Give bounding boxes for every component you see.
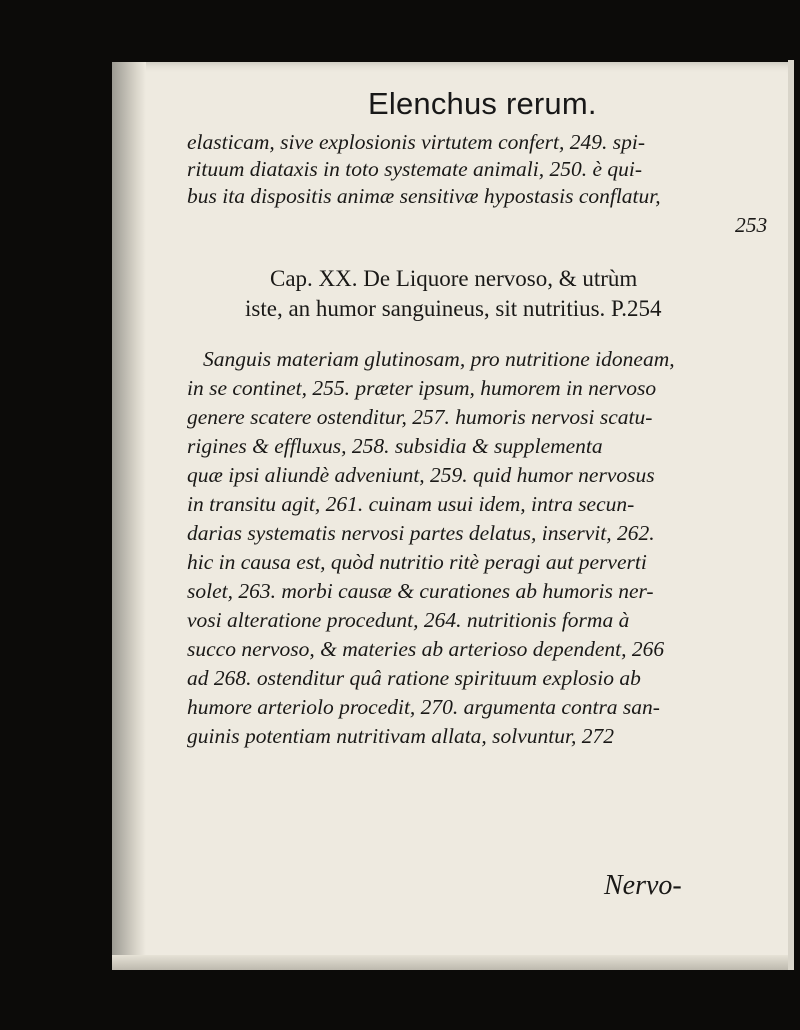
catchword: Nervo- bbox=[604, 870, 682, 901]
text-line: humore arteriolo procedit, 270. argumenta contra san- bbox=[187, 695, 660, 719]
page-gutter bbox=[112, 62, 146, 970]
text-line: elasticam, sive explosionis virtutem confert, 249. spi- bbox=[187, 130, 645, 154]
text-line: hic in causa est, quòd nutritio ritè peragi aut perverti bbox=[187, 550, 647, 574]
page-number: 253 bbox=[735, 213, 768, 237]
text-line: darias systematis nervosi partes delatus, inservit, 262. bbox=[187, 521, 655, 545]
text-line: succo nervoso, & materies ab arterioso dependent, 266 bbox=[187, 637, 665, 661]
running-head: Elenchus rerum. bbox=[368, 86, 597, 121]
text-line: rituum diataxis in toto systemate animali, 250. è qui- bbox=[187, 157, 643, 181]
text-line: rigines & effluxus, 258. subsidia & supplementa bbox=[187, 434, 603, 458]
text-line: in transitu agit, 261. cuinam usui idem, intra secun- bbox=[187, 492, 635, 516]
text-line: vosi alteratione procedunt, 264. nutritionis forma à bbox=[187, 608, 630, 632]
text-line: bus ita dispositis animæ sensitivæ hypostasis conflatur, bbox=[187, 184, 661, 208]
text-line: guinis potentiam nutritivam allata, solvuntur, 272 bbox=[187, 724, 615, 748]
page-bottom-edge bbox=[112, 955, 792, 970]
text-line: genere scatere ostenditur, 257. humoris nervosi scatu- bbox=[187, 405, 653, 429]
text-line: in se continet, 255. præter ipsum, humorem in nervoso bbox=[187, 376, 657, 400]
text-line: solet, 263. morbi causæ & curationes ab humoris ner- bbox=[187, 579, 654, 603]
text-line: quæ ipsi aliundè adveniunt, 259. quid humor nervosus bbox=[187, 463, 655, 487]
chapter-heading: iste, an humor sanguineus, sit nutritius. P.254 bbox=[245, 296, 662, 321]
chapter-heading: Cap. XX. De Liquore nervoso, & utrùm bbox=[270, 266, 638, 291]
text-line: ad 268. ostenditur quâ ratione spirituum explosio ab bbox=[187, 666, 641, 690]
text-line: Sanguis materiam glutinosam, pro nutritione idoneam, bbox=[203, 347, 675, 371]
page-right-edge bbox=[788, 60, 794, 970]
